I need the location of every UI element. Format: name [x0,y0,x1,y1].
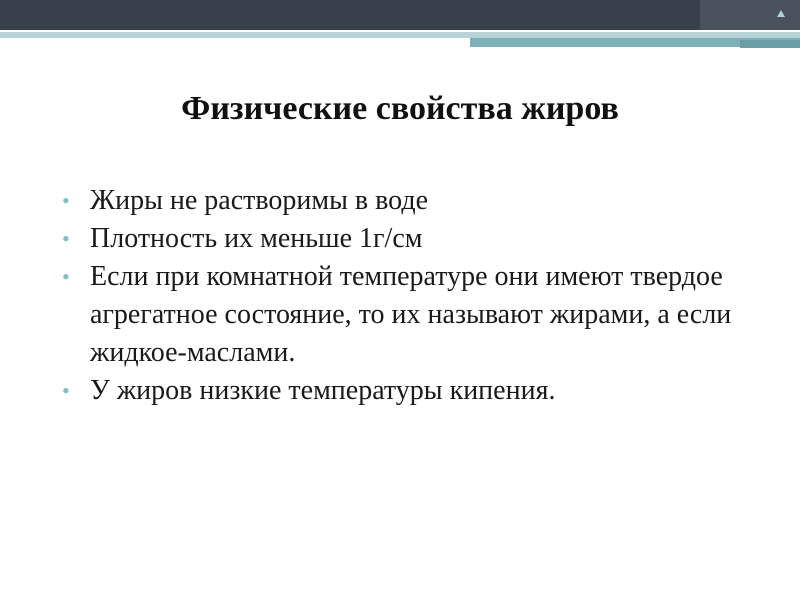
bullet-icon: • [62,226,70,251]
bullet-item [62,372,762,410]
bullet-icon: • [62,378,70,403]
header-accent-right [740,40,800,48]
bullet-icon: • [62,264,70,289]
header-bar [0,0,800,30]
bullet-item [62,258,762,372]
bullet-text: У жиров низкие температуры кипения. [90,375,556,406]
bullet-text: Если при комнатной температуре они имеют твердое агрегатное состояние, то их называют жирами, а если жидкое-маслами. [90,261,732,368]
bullet-list [62,182,762,410]
header-bar-right [700,0,800,30]
slide-title: Физические свойства жиров [181,90,619,127]
bullet-text: Плотность их меньше 1г/см [90,223,423,254]
bullet-item [62,182,762,220]
triangle-icon [777,10,785,17]
bullet-text: Жиры не растворимы в воде [90,185,429,216]
bullet-item [62,220,762,258]
bullet-icon: • [62,188,70,213]
